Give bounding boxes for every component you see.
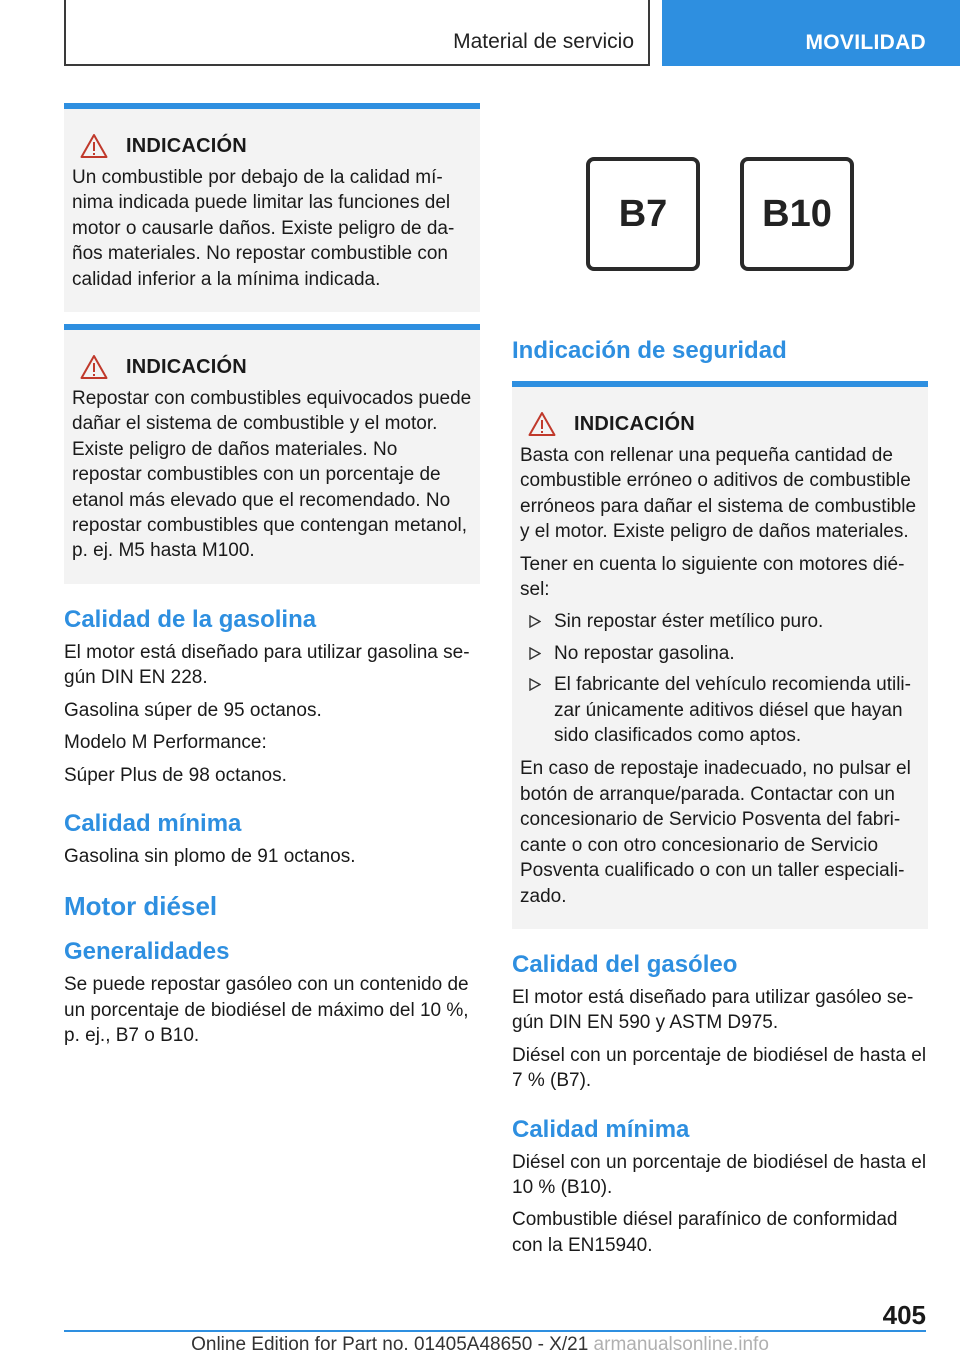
heading-indicacion-seguridad: Indicación de seguridad: [512, 337, 787, 364]
watermark-text: armanualsonline.info: [593, 1334, 769, 1355]
paragraph: Diésel con un porcentaje de biodiésel de hasta el 7 % (B7).: [512, 1044, 927, 1092]
warning-title: INDICACIÓN: [574, 412, 695, 435]
paragraph: Basta con rellenar una pequeña cantidad de combustible erróneo o aditivos de combustible erróneos para dañar el sistema de combustible y el motor. Existe peligro de daños materiales.: [520, 445, 917, 543]
edition-text: Online Edition for Part no. 01405A48650 - X/21: [191, 1334, 589, 1355]
warning-box-3: [512, 381, 928, 929]
list-item-text: El fabricante del vehículo recomienda utili-zar únicamente aditivos diésel que hayan sido clasificados como aptos.: [554, 674, 911, 747]
paragraph: Modelo M Performance:: [64, 732, 267, 754]
list-item: [520, 641, 920, 666]
page-number: 405: [882, 1300, 926, 1330]
bullet-triangle-icon: [529, 647, 541, 660]
section-title: Material de servicio: [453, 30, 634, 53]
heading-calidad-minima-diesel: Calidad mínima: [512, 1115, 690, 1143]
list-item: [520, 609, 920, 634]
paragraph: Súper Plus de 98 octanos.: [64, 764, 287, 786]
paragraph: Diésel con un porcentaje de biodiésel de hasta el 10 % (B10).: [512, 1151, 927, 1198]
right-column: [512, 103, 928, 1265]
warning-triangle-icon: [80, 354, 108, 380]
paragraph: Gasolina súper de 95 octanos.: [64, 699, 322, 721]
paragraph: Tener en cuenta lo siguiente con motores dié-sel:: [520, 553, 905, 601]
heading-generalidades: Generalidades: [64, 938, 230, 966]
list-item-text: Sin repostar éster metílico puro.: [554, 611, 824, 633]
warning-box-1: [64, 103, 480, 312]
fuel-label-b7: B7: [586, 157, 700, 271]
paragraph: Se puede repostar gasóleo con un contenido de un porcentaje de biodiésel de máximo del 10 %, p. ej., B7 o B10.: [64, 974, 469, 1047]
paragraph: El motor está diseñado para utilizar gasóleo se-gún DIN EN 590 y ASTM D975.: [512, 986, 914, 1034]
list-item: [520, 672, 920, 748]
warning-title: INDICACIÓN: [126, 134, 247, 157]
warning-triangle-icon: [80, 133, 108, 159]
heading-calidad-gasoleo: Calidad del gasóleo: [512, 950, 738, 978]
fuel-label-b10: B10: [740, 157, 854, 271]
footer: [0, 1334, 960, 1356]
list-item-text: No repostar gasolina.: [554, 642, 735, 664]
header-section-box: [64, 0, 650, 66]
warning-header: [520, 411, 920, 437]
warning-text: Un combustible por debajo de la calidad mí-nima indicada puede limitar las funciones del motor o causarle daños. Existe peligro de da-ños materiales. No repostar combustible con calidad inferior a la mínima indicada.: [72, 167, 455, 290]
bullet-triangle-icon: [529, 615, 541, 628]
paragraph: En caso de repostaje inadecuado, no pulsar el botón de arranque/parada. Contactar con un concesionario de Servicio Posventa del fabri-cante o con otro concesionario de Servicio Posventa cualificado o con un taller especiali-zado.: [520, 758, 911, 907]
heading-calidad-gasolina: Calidad de la gasolina: [64, 605, 317, 633]
chapter-label: MOVILIDAD: [805, 31, 926, 54]
warning-text: Repostar con combustibles equivocados puede dañar el sistema de combustible y el motor. Existe peligro de daños materiales. No repostar combustibles con un porcentaje de etanol más elevado que el recomendado. No repostar combustibles que contengan metanol, p. ej. M5 hasta M100.: [72, 388, 472, 562]
paragraph: Gasolina sin plomo de 91 octanos.: [64, 845, 356, 867]
bullet-triangle-icon: [529, 678, 541, 691]
warning-header: [72, 133, 472, 159]
warning-header: [72, 354, 472, 380]
fuel-label-images: [512, 157, 928, 275]
warning-triangle-icon: [528, 411, 556, 437]
footer-divider: [64, 1330, 926, 1332]
bullet-list: [520, 609, 920, 748]
header-chapter-tab[interactable]: [662, 0, 960, 66]
paragraph: El motor está diseñado para utilizar gasolina se-gún DIN EN 228.: [64, 641, 470, 689]
heading-motor-diesel: Motor diésel: [64, 891, 218, 922]
left-column: [64, 103, 480, 1056]
paragraph: Combustible diésel parafínico de conformidad con la EN15940.: [512, 1209, 898, 1256]
warning-box-2: [64, 324, 480, 584]
heading-calidad-minima: Calidad mínima: [64, 809, 242, 837]
warning-title: INDICACIÓN: [126, 355, 247, 378]
